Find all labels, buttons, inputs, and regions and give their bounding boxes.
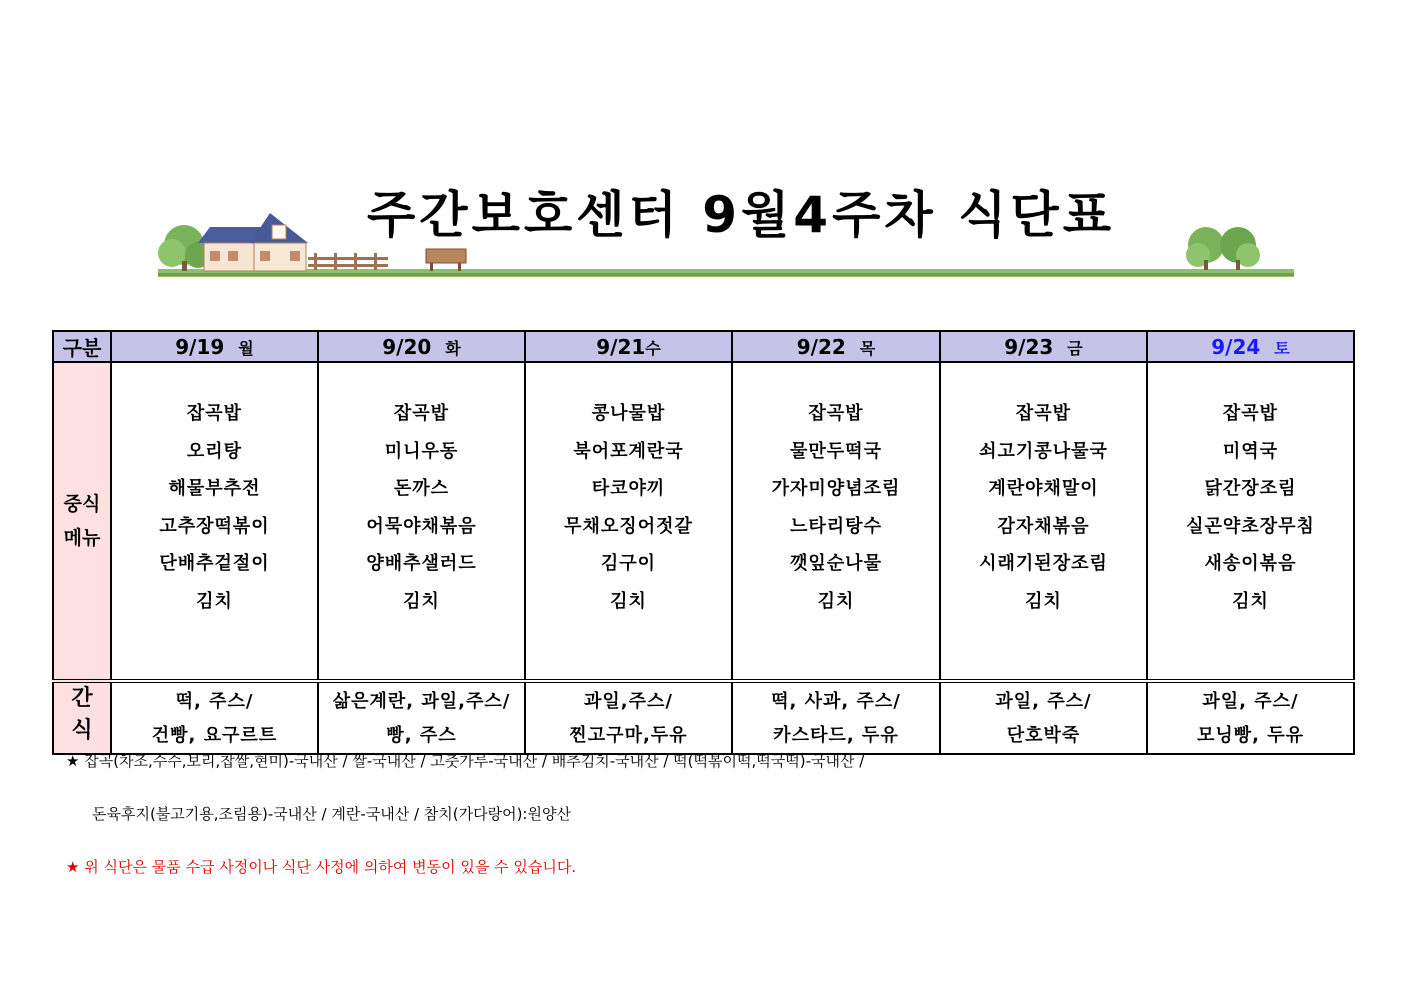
day-header bbox=[732, 331, 940, 362]
lunch-cell-thu bbox=[732, 362, 940, 681]
dish: 오리탕 bbox=[186, 440, 243, 462]
dish: 미역국 bbox=[1222, 440, 1279, 462]
dish: 새송이볶음 bbox=[1204, 553, 1297, 574]
dish: 김치 bbox=[817, 590, 855, 612]
snack-line: 과일, 주스/ bbox=[1202, 691, 1299, 712]
snack-label bbox=[53, 681, 111, 754]
snack-line: 떡, 사과, 주스/ bbox=[771, 691, 901, 712]
snack-line: 카스타드, 두유 bbox=[773, 725, 899, 746]
dish: 쇠고기콩나물국 bbox=[979, 440, 1108, 462]
corner-label: 구분 bbox=[53, 331, 111, 362]
dish: 타코야끼 bbox=[591, 478, 666, 499]
snack-line: 찐고구마,두유 bbox=[569, 725, 688, 746]
dish: 해물부추전 bbox=[168, 478, 261, 499]
dish: 깻잎순나물 bbox=[790, 553, 882, 574]
dish: 가자미양념조림 bbox=[771, 478, 901, 499]
dish: 무채오징어젓갈 bbox=[564, 515, 693, 537]
page-title: 주간보호센터 9월4주차 식단표 bbox=[367, 186, 1115, 244]
origin-note-line-2: 돈육후지(불고기용,조림용)-국내산 / 계란-국내산 / 참치(가다랑어):원양산 bbox=[92, 805, 571, 823]
snack-line: 단호박죽 bbox=[1006, 725, 1081, 746]
dish: 감자채볶음 bbox=[997, 515, 1090, 537]
change-warning-note: ★ 위 식단은 물품 수급 사정이나 식단 사정에 의하여 변동이 있을 수 있습니다. bbox=[66, 858, 577, 876]
lunch-cell-wed bbox=[525, 362, 732, 681]
day-weekday: 수 bbox=[645, 338, 661, 358]
lunch-label bbox=[53, 362, 111, 681]
title-banner bbox=[158, 165, 1294, 280]
lunch-label-line: 메뉴 bbox=[63, 527, 101, 549]
dish: 잡곡밥 bbox=[1222, 403, 1279, 424]
lunch-cell-sat bbox=[1147, 362, 1354, 681]
dish: 잡곡밥 bbox=[393, 403, 450, 424]
day-date: 9/22 bbox=[796, 334, 846, 359]
origin-note-line-1: ★ 잡곡(차조,수수,보리,찹쌀,현미)-국내산 / 쌀-국내산 / 고춧가루-국내산 / 배추김치-국내산 / 떡(떡볶이떡,떡국떡)-국내산 / bbox=[66, 752, 865, 770]
dish: 실곤약초장무침 bbox=[1186, 515, 1315, 537]
day-header bbox=[318, 331, 525, 362]
day-weekday: 월 bbox=[238, 338, 254, 358]
snack-line: 삶은계란, 과일,주스/ bbox=[332, 691, 511, 712]
dish: 어묵야채볶음 bbox=[366, 515, 477, 537]
snack-row bbox=[53, 681, 1354, 754]
snack-line: 모닝빵, 두유 bbox=[1196, 725, 1305, 746]
day-weekday: 화 bbox=[445, 338, 461, 358]
lunch-cell-mon bbox=[111, 362, 318, 681]
snack-cell-tue bbox=[318, 681, 525, 754]
dish: 김치 bbox=[403, 590, 440, 612]
snack-label-line: 간 bbox=[71, 686, 93, 711]
snack-line: 과일, 주스/ bbox=[995, 691, 1092, 712]
snack-cell-mon bbox=[111, 681, 318, 754]
lunch-cell-tue bbox=[318, 362, 525, 681]
day-header bbox=[940, 331, 1147, 362]
dish: 잡곡밥 bbox=[808, 403, 864, 424]
dish: 고추장떡볶이 bbox=[159, 515, 270, 537]
day-header bbox=[111, 331, 318, 362]
day-weekday: 금 bbox=[1067, 338, 1083, 358]
weekly-menu-table bbox=[52, 330, 1355, 755]
dish: 잡곡밥 bbox=[186, 403, 243, 424]
dish: 김치 bbox=[1232, 590, 1269, 612]
header-row bbox=[53, 331, 1354, 362]
day-header bbox=[525, 331, 732, 362]
dish: 계란야채말이 bbox=[988, 478, 1099, 499]
dish: 물만두떡국 bbox=[790, 440, 882, 462]
day-header bbox=[1147, 331, 1354, 362]
day-date: 9/20 bbox=[382, 334, 432, 359]
day-weekday: 목 bbox=[859, 338, 876, 358]
dish: 김치 bbox=[1025, 590, 1062, 612]
snack-line: 과일,주스/ bbox=[584, 691, 673, 712]
dish: 김구이 bbox=[600, 553, 657, 574]
dish: 콩나물밥 bbox=[591, 403, 666, 424]
snack-line: 빵, 주스 bbox=[386, 725, 457, 746]
snack-line: 건빵, 요구르트 bbox=[151, 725, 278, 746]
dish: 시래기된장조림 bbox=[979, 553, 1108, 574]
dish: 김치 bbox=[610, 590, 647, 612]
day-date: 9/24 bbox=[1211, 334, 1261, 359]
snack-cell-sat bbox=[1147, 681, 1354, 754]
snack-label-line: 식 bbox=[71, 718, 93, 743]
dish: 잡곡밥 bbox=[1015, 403, 1072, 424]
dish: 닭간장조림 bbox=[1204, 478, 1297, 499]
snack-cell-thu bbox=[732, 681, 940, 754]
dish: 북어포계란국 bbox=[573, 440, 684, 462]
dish: 미니우동 bbox=[384, 440, 459, 462]
snack-cell-wed bbox=[525, 681, 732, 754]
lunch-label-line: 중식 bbox=[63, 493, 101, 515]
dish: 양배추샐러드 bbox=[366, 553, 477, 574]
snack-line: 떡, 주스/ bbox=[175, 691, 254, 712]
day-date: 9/21 bbox=[596, 334, 646, 359]
day-date: 9/19 bbox=[175, 334, 225, 359]
snack-cell-fri bbox=[940, 681, 1147, 754]
day-weekday: 토 bbox=[1274, 338, 1290, 358]
dish: 김치 bbox=[196, 590, 233, 612]
day-date: 9/23 bbox=[1004, 334, 1054, 359]
dish: 느타리탕수 bbox=[790, 515, 882, 537]
lunch-row bbox=[53, 362, 1354, 681]
dish: 돈까스 bbox=[393, 478, 450, 499]
lunch-cell-fri bbox=[940, 362, 1147, 681]
dish: 단배추겉절이 bbox=[159, 553, 270, 574]
